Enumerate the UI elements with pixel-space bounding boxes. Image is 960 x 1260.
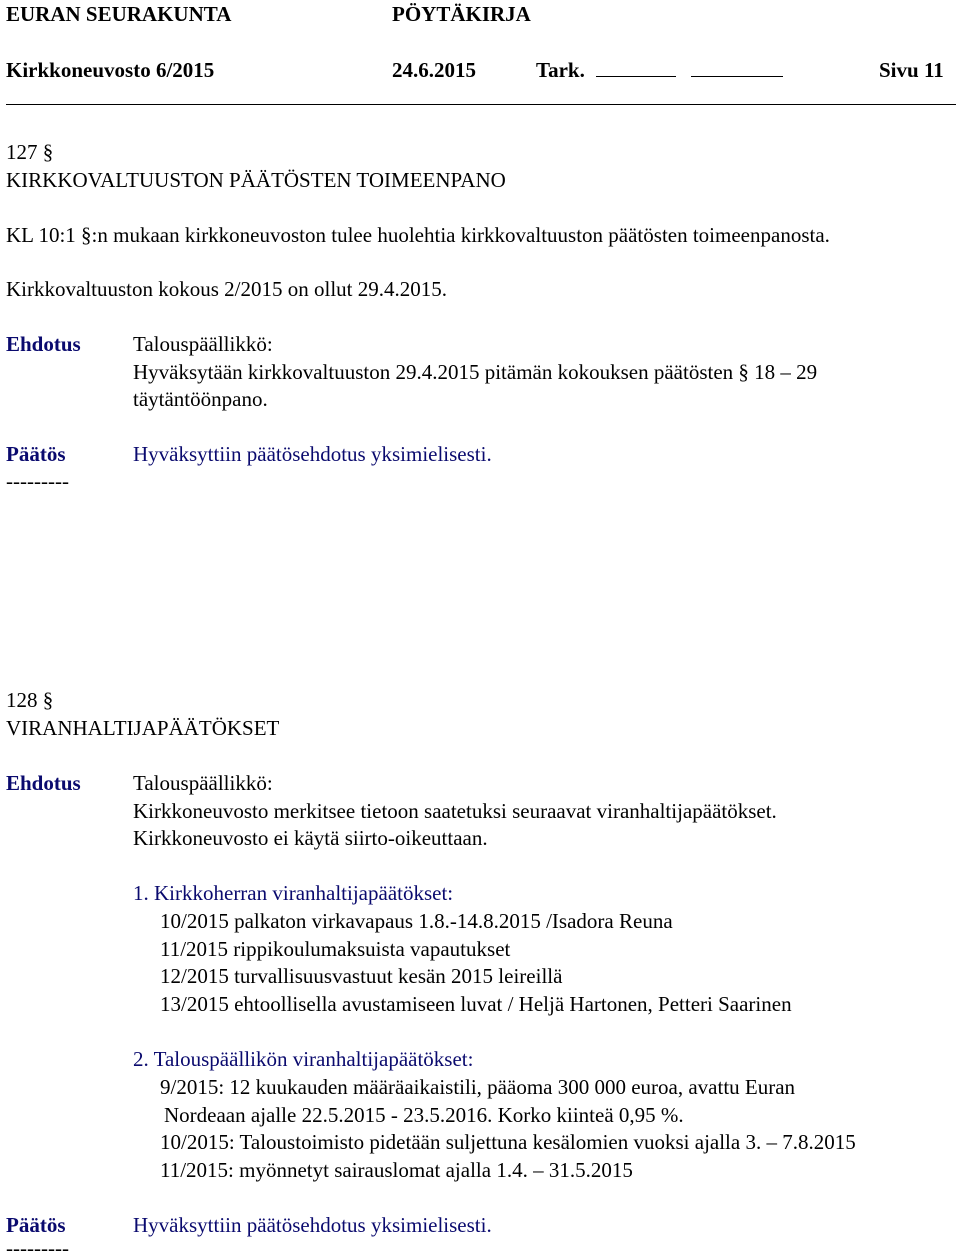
- section-128-heading: [6, 688, 53, 712]
- list-2-item: 11/2015: myönnetyt sairauslomat ajalla 1.4. – 31.5.2015: [160, 1158, 633, 1182]
- list-2-item: Nordeaan ajalle 22.5.2015 - 23.5.2016. Korko kiinteä 0,95 %.: [164, 1103, 684, 1127]
- meeting-date: 24.6.2015: [392, 58, 476, 82]
- tark-signature-line-1: [596, 76, 676, 77]
- list-1-item: 12/2015 turvallisuusvastuut kesän 2015 leireillä: [160, 964, 563, 988]
- section-sign: §: [42, 688, 54, 712]
- page-number: Sivu 11: [879, 58, 944, 82]
- list-1-item: 11/2015 rippikoulumaksuista vapautukset: [160, 937, 511, 961]
- section-128-proposal-label: Ehdotus: [6, 771, 81, 795]
- list-1-item: 13/2015 ehtoollisella avustamiseen luvat / Heljä Hartonen, Petteri Saarinen: [160, 992, 792, 1016]
- section-127-proposal-line-1: Hyväksytään kirkkovaltuuston 29.4.2015 pitämän kokouksen päätösten § 18 – 29: [133, 360, 818, 384]
- section-128-divider: ---------: [6, 1236, 69, 1260]
- header-rule: [6, 104, 956, 105]
- list-2-item: 10/2015: Taloustoimisto pidetään suljettuna kesälomien vuoksi ajalla 3. – 7.8.2015: [160, 1130, 856, 1154]
- section-128-number: 128: [6, 688, 38, 712]
- section-127-heading: [6, 140, 53, 164]
- list-1-item: 10/2015 palkaton virkavapaus 1.8.-14.8.2015 /Isadora Reuna: [160, 909, 673, 933]
- section-127-proposal-line-2: täytäntöönpano.: [133, 387, 268, 411]
- section-127-number: 127: [6, 140, 38, 164]
- section-127-divider: ---------: [6, 469, 69, 493]
- section-127-decision-label: Päätös: [6, 442, 66, 466]
- section-127-title: KIRKKOVALTUUSTON PÄÄTÖSTEN TOIMEENPANO: [6, 168, 506, 192]
- section-128-title: VIRANHALTIJAPÄÄTÖKSET: [6, 716, 280, 740]
- section-128-decision-text: Hyväksyttiin päätösehdotus yksimielisesti.: [133, 1213, 492, 1237]
- section-127-proposal-author: Talouspäällikkö:: [133, 332, 273, 356]
- list-2-heading: 2. Talouspäällikön viranhaltijapäätökset:: [133, 1047, 474, 1071]
- section-128-proposal-line-1: Kirkkoneuvosto merkitsee tietoon saatetuksi seuraavat viranhaltijapäätökset.: [133, 799, 777, 823]
- section-sign: §: [42, 140, 54, 164]
- meeting-body: Kirkkoneuvosto 6/2015: [6, 58, 215, 82]
- tark-field: [536, 58, 783, 82]
- tark-signature-line-2: [691, 76, 783, 77]
- section-128-proposal-line-2: Kirkkoneuvosto ei käytä siirto-oikeuttaan.: [133, 826, 488, 850]
- list-2-item: 9/2015: 12 kuukauden määräaikaistili, pääoma 300 000 euroa, avattu Euran: [160, 1075, 796, 1099]
- tark-label: Tark.: [536, 58, 585, 82]
- section-127-paragraph-2: Kirkkovaltuuston kokous 2/2015 on ollut 29.4.2015.: [6, 277, 447, 301]
- section-128-proposal-author: Talouspäällikkö:: [133, 771, 273, 795]
- list-1-heading: 1. Kirkkoherran viranhaltijapäätökset:: [133, 881, 454, 905]
- org-name: EURAN SEURAKUNTA: [6, 2, 232, 26]
- section-128-decision-label: Päätös: [6, 1213, 66, 1237]
- section-127-decision-text: Hyväksyttiin päätösehdotus yksimielisesti.: [133, 442, 492, 466]
- section-127-paragraph-1: KL 10:1 §:n mukaan kirkkoneuvoston tulee huolehtia kirkkovaltuuston päätösten toimeenpanosta.: [6, 223, 830, 247]
- section-127-proposal-label: Ehdotus: [6, 332, 81, 356]
- doc-type: PÖYTÄKIRJA: [392, 2, 531, 26]
